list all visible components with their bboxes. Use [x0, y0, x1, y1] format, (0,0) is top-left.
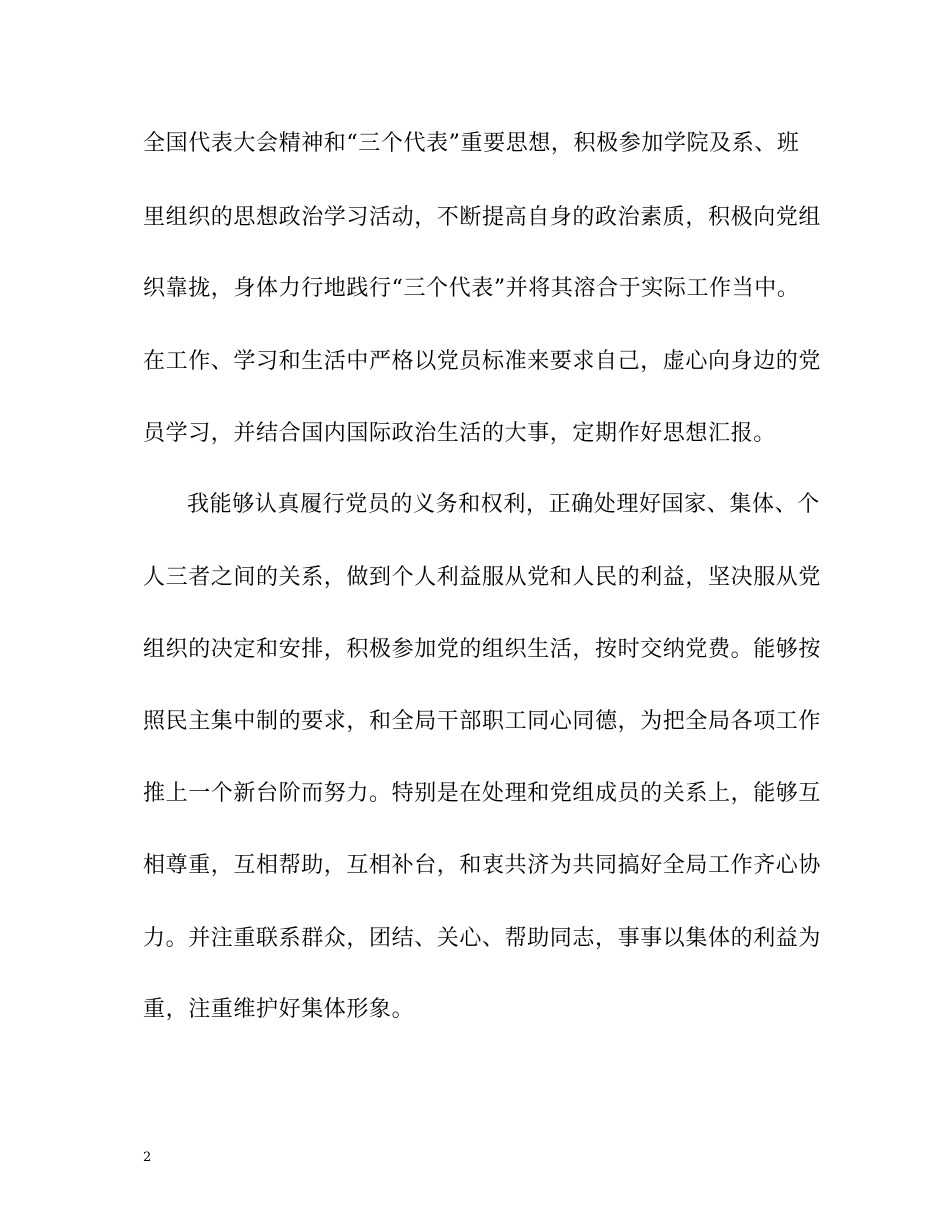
text-line: 全国代表大会精神和“三个代表”重要思想，积极参加学院及系、班	[143, 131, 800, 156]
text-line: 照民主集中制的要求，和全局干部职工同心同德，为把全局各项工作	[143, 709, 822, 734]
text-line: 推上一个新台阶而努力。特别是在处理和党组成员的关系上，能够互	[143, 781, 822, 806]
text-line: 组织的决定和安排，积极参加党的组织生活，按时交纳党费。能够按	[143, 637, 822, 662]
text-line: 人三者之间的关系，做到个人利益服从党和人民的利益，坚决服从党	[143, 565, 822, 590]
text-line: 员学习，并结合国内国际政治生活的大事，定期作好思想汇报。	[143, 421, 776, 446]
paragraph-first-line: 我能够认真履行党员的义务和权利，正确处理好国家、集体、个	[187, 492, 820, 517]
text-line: 在工作、学习和生活中严格以党员标准来要求自己，虚心向身边的党	[143, 349, 822, 374]
page-number: 2	[143, 1150, 152, 1165]
text-line: 相尊重，互相帮助，互相补台，和衷共济为共同搞好全局工作齐心协	[143, 853, 822, 878]
text-line: 里组织的思想政治学习活动，不断提高自身的政治素质，积极向党组	[143, 205, 822, 230]
text-line: 力。并注重联系群众，团结、关心、帮助同志，事事以集体的利益为	[143, 926, 822, 951]
text-line: 织靠拢，身体力行地践行“三个代表”并将其溶合于实际工作当中。	[143, 276, 800, 301]
text-line: 重，注重维护好集体形象。	[143, 997, 415, 1022]
